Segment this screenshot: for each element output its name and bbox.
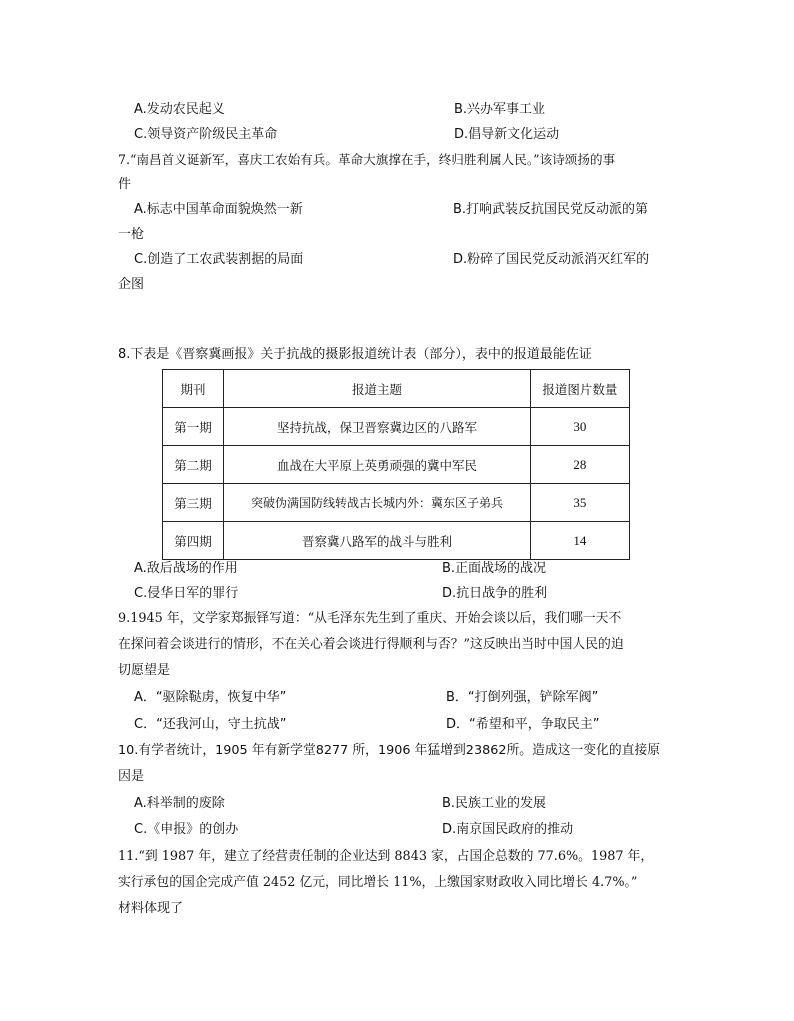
- table-row: [163, 408, 630, 446]
- cell-photo-count: 35: [530, 484, 629, 522]
- q9-option-d: D．“希望和平，争取民主”: [446, 717, 600, 732]
- q11-stem-line2: 实行承包的国企完成产值 2452 亿元，同比增长 11%，上缴国家财政收入同比增长 4.7%。”: [118, 875, 638, 890]
- q8-option-d: D.抗日战争的胜利: [442, 586, 548, 601]
- cell-issue: 第三期: [163, 484, 224, 522]
- cell-topic: 坚持抗战，保卫晋察冀边区的八路军: [224, 408, 531, 446]
- cell-photo-count: 14: [530, 522, 629, 560]
- q6-option-c: C.领导资产阶级民主革命: [134, 127, 278, 142]
- cell-topic: 血战在大平原上英勇顽强的冀中军民: [224, 446, 531, 484]
- q7-option-a: A.标志中国革命面貌焕然一新: [134, 202, 303, 217]
- table-row: [163, 484, 630, 522]
- q10-option-b: B.民族工业的发展: [442, 796, 547, 811]
- q9-option-c: C．“还我河山，守土抗战”: [134, 717, 287, 732]
- q6-option-a: A.发动农民起义: [134, 102, 225, 117]
- q9-stem-line2: 在探问着会谈进行的情形，不在关心着会谈进行得顺利与否？”这反映出当时中国人民的迫: [118, 637, 624, 652]
- cell-photo-count: 28: [530, 446, 629, 484]
- q9-stem-line1: 9.1945 年，文学家郑振铎写道：“从毛泽东先生到了重庆、开始会谈以后，我们哪一天不: [118, 611, 622, 626]
- q8-option-a: A.敌后战场的作用: [134, 561, 238, 576]
- q10-option-a: A.科举制的废除: [134, 796, 225, 811]
- q10-option-c: C.《申报》的创办: [134, 822, 239, 837]
- q8-option-b: B.正面战场的战况: [442, 561, 547, 576]
- header-photo-count: 报道图片数量: [530, 370, 629, 408]
- q8-option-c: C.侵华日军的罪行: [134, 586, 239, 601]
- cell-topic: 突破伪满国防线转战古长城内外：冀东区子弟兵: [224, 484, 531, 522]
- q8-stem: 8.下表是《晋察冀画报》关于抗战的摄影报道统计表（部分），表中的报道最能佐证: [118, 347, 592, 362]
- cell-issue: 第四期: [163, 522, 224, 560]
- q10-option-d: D.南京国民政府的推动: [442, 822, 574, 837]
- table-header-row: [163, 370, 630, 408]
- q7-option-d-line1: D.粉碎了国民党反动派消灭红军的: [453, 252, 650, 267]
- table-row: [163, 522, 630, 560]
- cell-issue: 第一期: [163, 408, 224, 446]
- q6-option-d: D.倡导新文化运动: [454, 127, 560, 142]
- header-issue: 期刊: [163, 370, 224, 408]
- q10-stem-line2: 因是: [118, 769, 145, 784]
- q7-option-c: C.创造了工农武装割据的局面: [134, 252, 304, 267]
- q7-stem-line1: 7.“南昌首义诞新军，喜庆工农始有兵。革命大旗撑在手，终归胜利属人民。”该诗颂扬的事: [118, 152, 616, 167]
- q11-stem-line1: 11.“到 1987 年，建立了经营责任制的企业达到 8843 家，占国企总数的 77.6%。1987 年，: [118, 849, 654, 864]
- cell-topic: 晋察冀八路军的战斗与胜利: [224, 522, 531, 560]
- q9-option-b: B．“打倒列强，铲除军阀”: [446, 690, 599, 705]
- q9-stem-line3: 切愿望是: [118, 663, 171, 678]
- header-topic: 报道主题: [224, 370, 531, 408]
- table-row: [163, 446, 630, 484]
- q9-option-a: A．“驱除鞑虏，恢复中华”: [134, 690, 287, 705]
- q6-option-b: B.兴办军事工业: [454, 102, 546, 117]
- report-statistics-table: [162, 369, 630, 560]
- cell-issue: 第二期: [163, 446, 224, 484]
- q7-stem-line2: 件: [118, 177, 132, 192]
- q10-stem-line1: 10.有学者统计，1905 年有新学堂8277 所，1906 年猛增到23862所。造成这一变化的直接原: [118, 743, 661, 758]
- q7-option-b-line2: 一枪: [118, 227, 145, 242]
- q7-option-d-line2: 企图: [118, 277, 145, 292]
- q7-option-b-line1: B.打响武装反抗国民党反动派的第: [453, 202, 649, 217]
- q11-stem-line3: 材料体现了: [118, 901, 184, 916]
- cell-photo-count: 30: [530, 408, 629, 446]
